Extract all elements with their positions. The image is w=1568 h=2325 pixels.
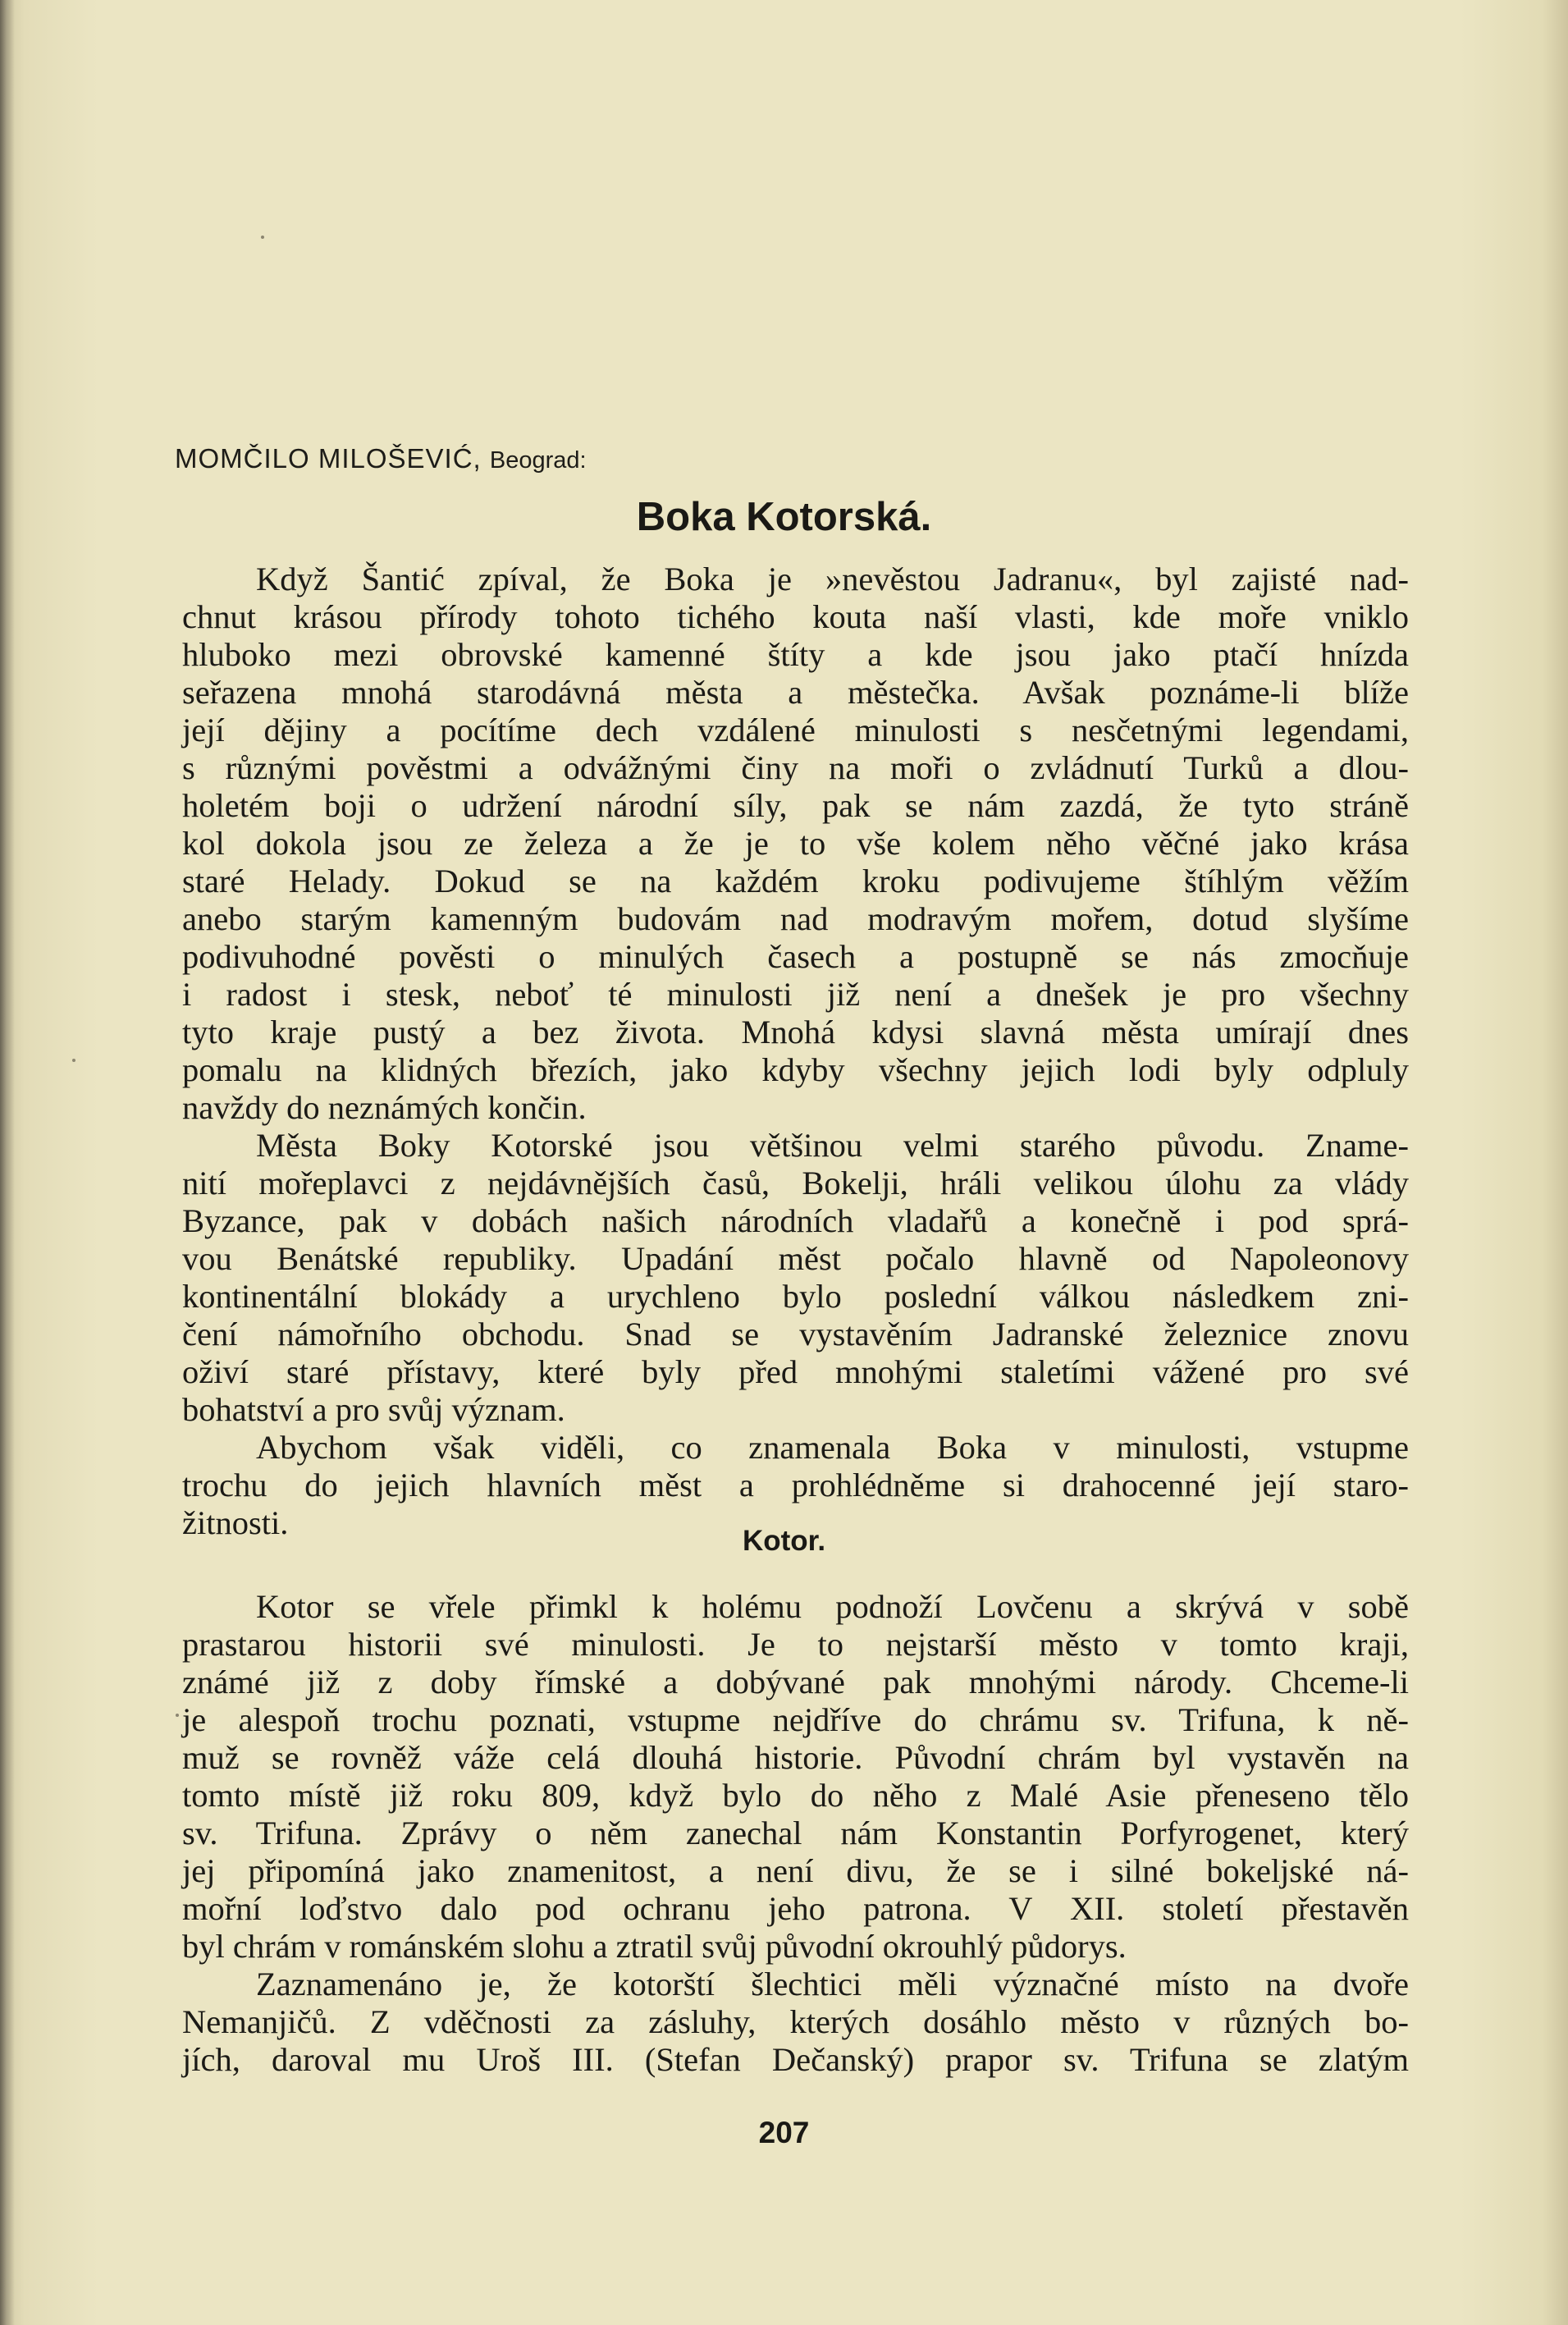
text-line: kontinentální blokády a urychleno bylo poslední válkou následkem zni- bbox=[182, 1278, 1409, 1315]
binding-edge bbox=[0, 0, 15, 2325]
text-line: čení námořního obchodu. Snad se vystavěním Jadranské železnice znovu bbox=[182, 1316, 1409, 1352]
text-line: bohatství a pro svůj význam. bbox=[182, 1391, 565, 1428]
text-line: s různými pověstmi a odvážnými činy na moři o zvládnutí Turků a dlou- bbox=[182, 749, 1409, 786]
paper-speck bbox=[176, 1714, 179, 1717]
text-line: Byzance, pak v dobách našich národních vladařů a konečně i pod sprá- bbox=[182, 1202, 1409, 1239]
text-line: Zaznamenáno je, že kotorští šlechtici měli význačné místo na dvoře bbox=[256, 1966, 1409, 2002]
text-line: trochu do jejich hlavních měst a prohlédněme si drahocenné její staro- bbox=[182, 1467, 1409, 1503]
section-heading: Kotor. bbox=[742, 1525, 826, 1557]
text-line: vou Benátské republiky. Upadání měst počalo hlavně od Napoleonovy bbox=[182, 1240, 1409, 1277]
text-line: muž se rovněž váže celá dlouhá historie. Původní chrám byl vystavěn na bbox=[182, 1739, 1409, 1776]
text-line: prastarou historii své minulosti. Je to nejstarší město v tomto kraji, bbox=[182, 1626, 1409, 1663]
text-line: hluboko mezi obrovské kamenné štíty a kde jsou jako ptačí hnízda bbox=[182, 636, 1409, 673]
author-place: Beograd: bbox=[489, 447, 587, 474]
text-line: anebo starým kamenným budovám nad modravým mořem, dotud slyšíme bbox=[182, 900, 1409, 937]
text-line: podivuhodné pověsti o minulých časech a postupně se nás zmocňuje bbox=[182, 938, 1409, 975]
page-number: 207 bbox=[758, 2116, 810, 2149]
text-line: známé již z doby římské a dobývané pak mnohými národy. Chceme-li bbox=[182, 1664, 1409, 1700]
text-line: sv. Trifuna. Zprávy o něm zanechal nám Konstantin Porfyrogenet, který bbox=[182, 1815, 1409, 1851]
text-line: oživí staré přístavy, které byly před mnohými staletími vážené pro své bbox=[182, 1353, 1409, 1390]
text-line: Když Šantić zpíval, že Boka je »nevěstou Jadranu«, byl zajisté nad- bbox=[256, 561, 1409, 597]
text-line: její dějiny a pocítíme dech vzdálené minulosti s nesčetnými legendami, bbox=[182, 712, 1409, 748]
text-line: jej připomíná jako znamenitost, a není divu, že se i silné bokeljské ná- bbox=[182, 1852, 1409, 1889]
text-line: staré Helady. Dokud se na každém kroku podivujeme štíhlým věžím bbox=[182, 863, 1409, 899]
text-line: tyto kraje pustý a bez života. Mnohá kdysi slavná města umírají dnes bbox=[182, 1014, 1409, 1050]
text-line: byl chrám v románském slohu a ztratil svůj původní okrouhlý půdorys. bbox=[182, 1928, 1127, 1965]
author-byline bbox=[175, 443, 587, 474]
paper-speck bbox=[261, 236, 264, 239]
text-line: Nemanjičů. Z vděčnosti za zásluhy, kterých dosáhlo město v různých bo- bbox=[182, 2003, 1409, 2040]
text-line: žitnosti. bbox=[182, 1504, 289, 1541]
text-line: kol dokola jsou ze železa a že je to vše kolem něho věčné jako krása bbox=[182, 825, 1409, 862]
text-line: pomalu na klidných březích, jako kdyby všechny jejich lodi byly odpluly bbox=[182, 1051, 1409, 1088]
text-line: navždy do neznámých končin. bbox=[182, 1089, 587, 1126]
author-name: MOMČILO MILOŠEVIĆ, bbox=[175, 443, 482, 474]
text-line: jích, daroval mu Uroš III. (Stefan Dečanský) prapor sv. Trifuna se zlatým bbox=[182, 2041, 1409, 2078]
text-line: i radost i stesk, neboť té minulosti již není a dnešek je pro všechny bbox=[182, 976, 1409, 1013]
text-line: Abychom však viděli, co znamenala Boka v minulosti, vstupme bbox=[256, 1429, 1409, 1466]
text-line: holetém boji o udržení národní síly, pak se nám zazdá, že tyto stráně bbox=[182, 787, 1409, 824]
text-line: Města Boky Kotorské jsou většinou velmi starého původu. Zname- bbox=[256, 1127, 1409, 1164]
text-line: seřazena mnohá starodávná města a městečka. Avšak poznáme-li blíže bbox=[182, 674, 1409, 711]
text-line: chnut krásou přírody tohoto tichého kouta naší vlasti, kde moře vniklo bbox=[182, 598, 1409, 635]
paper-speck bbox=[72, 1059, 75, 1062]
text-line: nití mořeplavci z nejdávnějších časů, Bokelji, hráli velikou úlohu za vlády bbox=[182, 1165, 1409, 1201]
text-line: Kotor se vřele přimkl k holému podnoží Lovčenu a skrývá v sobě bbox=[256, 1588, 1409, 1625]
text-line: je alespoň trochu poznati, vstupme nejdříve do chrámu sv. Trifuna, k ně- bbox=[182, 1701, 1409, 1738]
text-line: tomto místě již roku 809, když bylo do něho z Malé Asie přeneseno tělo bbox=[182, 1777, 1409, 1814]
article-title: Boka Kotorská. bbox=[636, 495, 932, 539]
text-line: mořní loďstvo dalo pod ochranu jeho patrona. V XII. století přestavěn bbox=[182, 1890, 1409, 1927]
